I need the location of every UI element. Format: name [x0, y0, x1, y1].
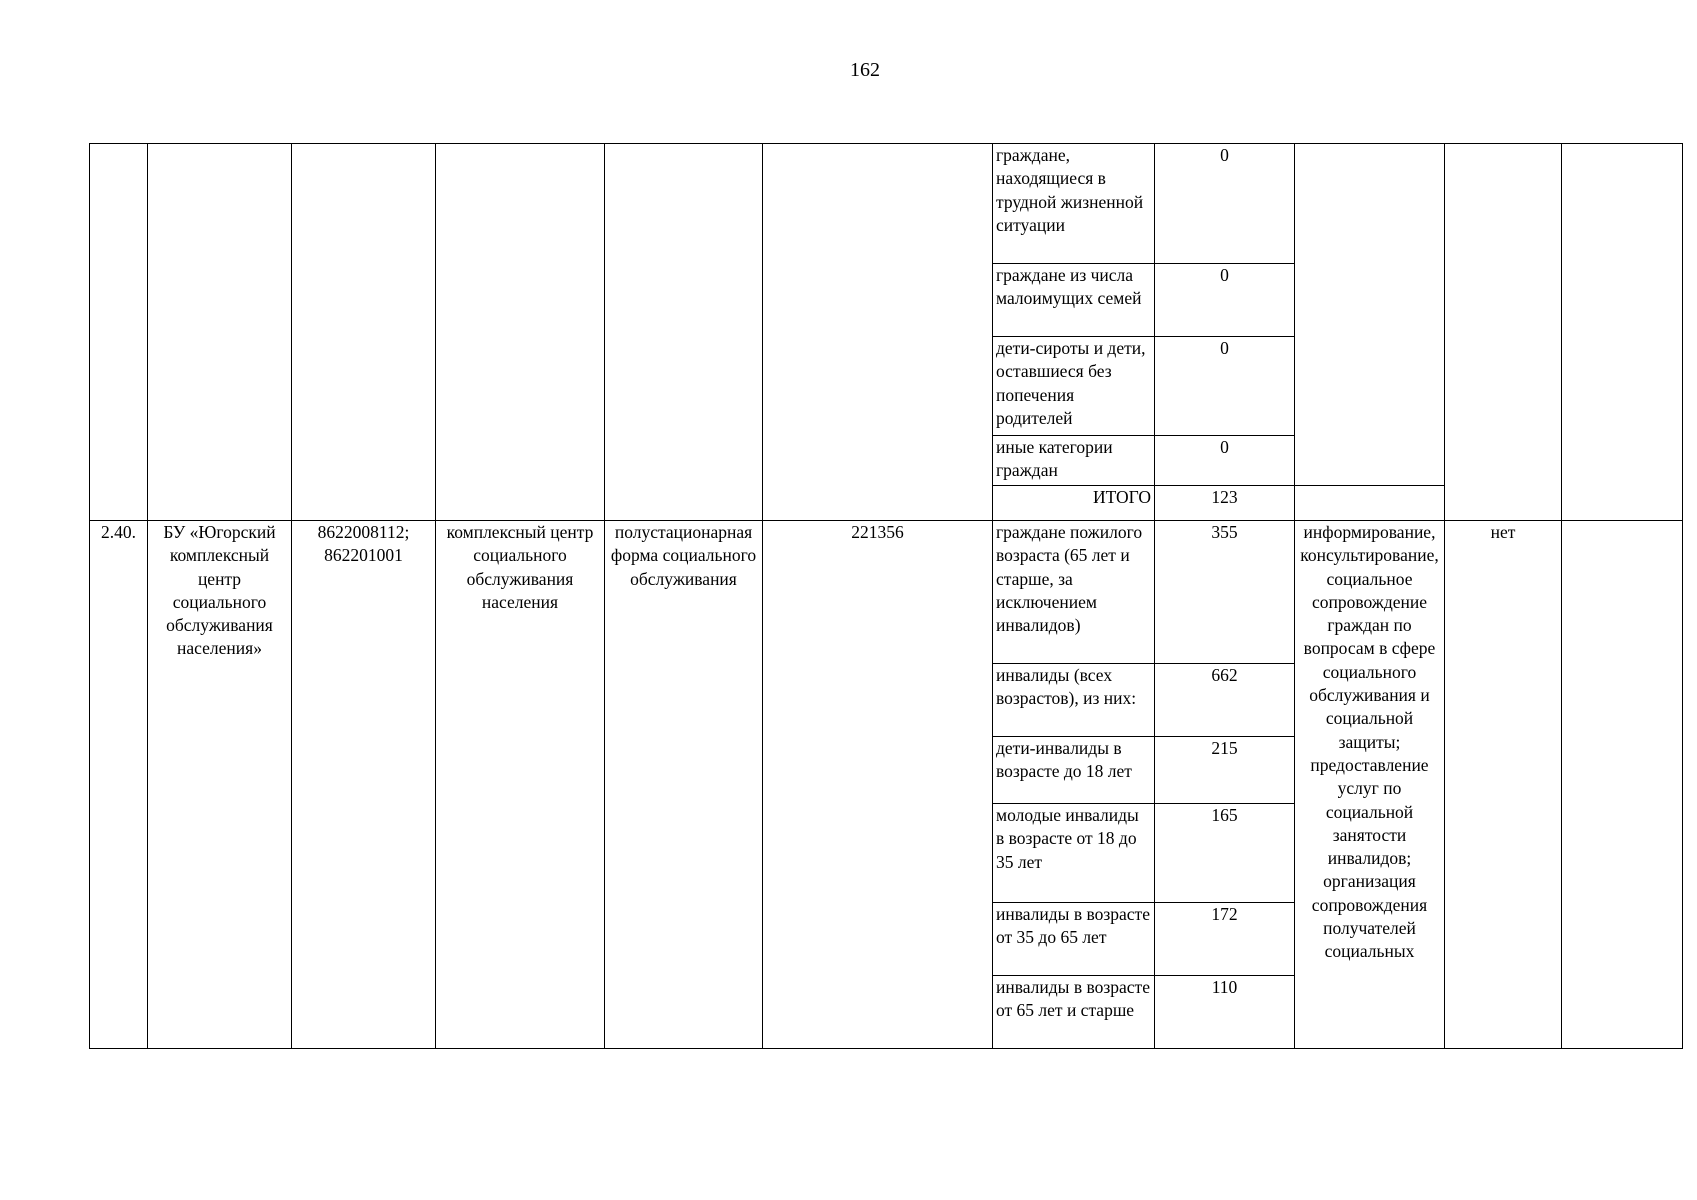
category-count: 172 [1155, 903, 1295, 976]
category-count: 0 [1155, 436, 1295, 486]
table-row [90, 144, 1683, 264]
cell-last-empty [1562, 144, 1683, 521]
category-count: 0 [1155, 264, 1295, 337]
entry-services: информирование, консультирование, социальное сопровождение граждан по вопросам в сфере социального обслуживания и социальной защиты; предоставление услуг по социальной занятости инвалидов; организация сопровождения получателей социальных [1295, 521, 1445, 1049]
category-name: дети-инвалиды в возрасте до 18 лет [993, 737, 1155, 804]
entry-flag: нет [1445, 521, 1562, 1049]
category-name: инвалиды (всех возрастов), из них: [993, 664, 1155, 737]
category-count: 0 [1155, 144, 1295, 264]
cell-inn-empty [292, 144, 436, 521]
category-count: 355 [1155, 521, 1295, 664]
entry-number: 2.40. [90, 521, 148, 1049]
cell-org-type-empty [436, 144, 605, 521]
category-count: 662 [1155, 664, 1295, 737]
total-label: ИТОГО [993, 486, 1155, 521]
entry-value: 221356 [763, 521, 993, 1049]
cell-last-empty [1562, 521, 1683, 1049]
total-value: 123 [1155, 486, 1295, 521]
entry-service-form: полустационарная форма социального обслуживания [605, 521, 763, 1049]
cell-services-empty [1295, 144, 1445, 486]
cell-value-empty [763, 144, 993, 521]
category-name: граждане пожилого возраста (65 лет и старше, за исключением инвалидов) [993, 521, 1155, 664]
cell-service-form-empty [605, 144, 763, 521]
entry-organization: БУ «Югорский комплексный центр социального обслуживания населения» [148, 521, 292, 1049]
page-number: 162 [850, 59, 880, 81]
registry-table [89, 143, 1683, 1049]
entry-inn-kpp: 8622008112; 862201001 [292, 521, 436, 1049]
category-name: инвалиды в возрасте от 65 лет и старше [993, 976, 1155, 1049]
entry-org-type: комплексный центр социального обслуживания населения [436, 521, 605, 1049]
category-count: 215 [1155, 737, 1295, 804]
cell-services-gap [1295, 486, 1445, 521]
category-name: иные категории граждан [993, 436, 1155, 486]
category-name: инвалиды в возрасте от 35 до 65 лет [993, 903, 1155, 976]
cell-number-empty [90, 144, 148, 521]
cell-organization-empty [148, 144, 292, 521]
category-name: дети-сироты и дети, оставшиеся без попечения родителей [993, 337, 1155, 436]
category-name: молодые инвалиды в возрасте от 18 до 35 лет [993, 804, 1155, 903]
category-name: граждане, находящиеся в трудной жизненной ситуации [993, 144, 1155, 264]
category-count: 165 [1155, 804, 1295, 903]
cell-flag-empty [1445, 144, 1562, 521]
table-row-entry [90, 521, 1683, 664]
category-count: 110 [1155, 976, 1295, 1049]
category-count: 0 [1155, 337, 1295, 436]
category-name: граждане из числа малоимущих семей [993, 264, 1155, 337]
